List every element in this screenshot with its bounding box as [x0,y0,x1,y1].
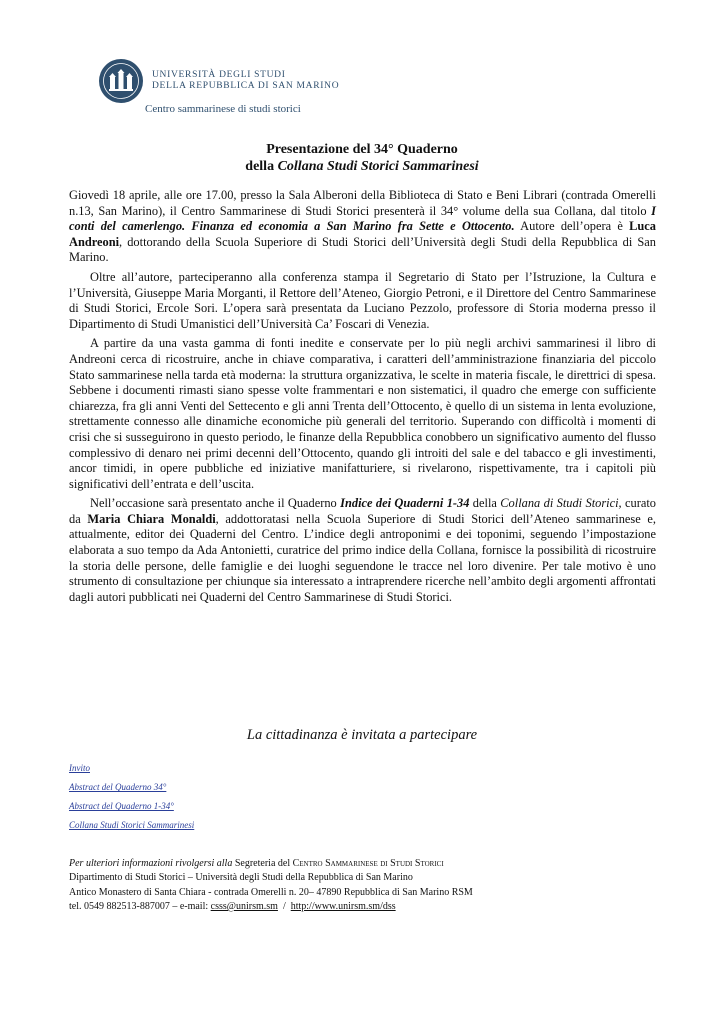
page-title [70,141,654,175]
centro-subtitle: Centro sammarinese di studi storici [145,103,301,115]
article-body [69,188,656,609]
footer-line-4: tel. 0549 882513-887007 – e-mail: csss@unirsm.sm / http://www.unirsm.sm/dss [69,900,396,912]
contact-footer [69,857,473,914]
paragraph-1: Giovedì 18 aprile, alle ore 17.00, presso la Sala Alberoni della Biblioteca di Stato e Beni Librari (contrada Omerelli n.13, San Marino), il Centro Sammarinese di Studi Storici presenterà il 34° volume della sua Collana, dal titolo I conti del camerlengo. Finanza ed economia a San Marino fra Sette e Ottocento. Autore dell’opera è Luca Andreoni, dottorando della Scuola Superiore di Studi Storici dell’Università degli Studi della Repubblica di San Marino. [69,188,656,265]
invitation-line: La cittadinanza è invitata a partecipare [246,727,478,743]
footer-line-3: Antico Monastero di Santa Chiara - contrada Omerelli n. 20– 47890 Repubblica di San Marino RSM [69,886,473,898]
footer-line-1: Per ulteriori informazioni rivolgersi alla Segreteria del Centro Sammarinese di Studi Storici [69,858,444,869]
editor-name: Maria Chiara Monaldi [87,511,216,526]
link-abstract-1-34[interactable]: Abstract del Quaderno 1-34° [69,801,174,811]
email-link[interactable]: csss@unirsm.sm [210,900,278,912]
link-invito[interactable]: Invito [69,763,90,773]
collana-name: Collana Studi Storici Sammarinesi [277,159,479,174]
paragraph-3: A partire da una vasta gamma di fonti inedite e conservate per lo più negli archivi sammarinesi il libro di Andreoni cerca di ricostruire, anche in chiave comparativa, i caratteri dell’amministrazione finanziaria del piccolo Stato sammarinese nella tarda età moderna: la struttura organizzativa, le scelte in materia fiscale, le direttrici di spesa. Sebbene i documenti rimasti siano spesse volte frammentari e non sistematici, il quadro che emerge con sufficiente chiarezza, fra gli anni Venti del Settecento e gli anni Trenta dell’Ottocento, è quello di un sistema in lenta evoluzione, strettamente connesso alle dinamiche economiche più generali del territorio. Superando con difficoltà i momenti di crisi che si susseguirono in questo periodo, le finanze della Repubblica conobbero un significativo aumento del flusso complessivo di denaro nei primi decenni dell’Ottocento, quando gli introiti del sale e del tabacco e gli investimenti, ancor timidi, in opere pubbliche ed iniziative manifatturiere, si rivelarono, rispettivamente, tra i capitoli più significativi dell’entrata e dell’uscita. [69,336,656,491]
university-name-line2: DELLA REPUBBLICA DI SAN MARINO [152,81,340,91]
author-name: Luca Andreoni [69,219,656,249]
collana-ref: Collana di Studi Storici, [500,496,622,511]
index-title: Indice dei Quaderni 1-34 [340,496,470,511]
footer-line-2: Dipartimento di Studi Storici – Università degli Studi della Repubblica di San Marino [69,872,413,884]
university-seal-icon [98,58,144,104]
title-line2: della Collana Studi Storici Sammarinesi [245,159,479,174]
title-line1: Presentazione del 34° Quaderno [266,142,458,157]
paragraph-4: Nell’occasione sarà presentato anche il Quaderno Indice dei Quaderni 1-34 della Collana di Studi Storici, curato da Maria Chiara Monaldi, addottoratasi nella Scuola Superiore di Studi Storici dell’Ateneo sammarinese e, attualmente, editor dei Quaderni del Centro. L’indice degli antroponimi e dei toponimi, seguendo l’impostazione elaborata a suo tempo da Ada Antonietti, curatrice del primo indice della Collana, fornisce la possibilità di ricostruire la storia delle persone, delle famiglie e dei luoghi seguendone le tracce nel loro divenire. Per tale motivo è uno strumento di consultazione per chiunque sia interessato a intraprendere ricerche nell’ambito degli argomenti affrontati dagli autori pubblicati nei Quaderni del Centro Sammarinese di Studi Storici. [69,496,657,604]
attachment-links [69,764,194,840]
university-logo [98,58,339,104]
link-abstract-34[interactable]: Abstract del Quaderno 34° [69,782,167,792]
website-link[interactable]: http://www.unirsm.sm/dss [290,900,396,912]
book-title: I conti del camerlengo. Finanza ed economia a San Marino fra Sette e Ottocento. [69,203,656,234]
paragraph-2: Oltre all’autore, parteciperanno alla conferenza stampa il Segretario di Stato per l’Istruzione, la Cultura e l’Università, Giuseppe Maria Morganti, il Rettore dell’Ateneo, Giorgio Petroni, e il Direttore del Centro Sammarinese di Studi Storici, Ercole Sori. L’opera sarà presentata da Luciano Pezzolo, professore di Storia moderna presso il Dipartimento di Studi Umanistici dell’Università Ca’ Foscari di Venezia. [69,269,656,331]
link-collana[interactable]: Collana Studi Storici Sammarinesi [69,820,195,830]
university-name-line1: UNIVERSITÀ DEGLI STUDI [152,70,286,80]
